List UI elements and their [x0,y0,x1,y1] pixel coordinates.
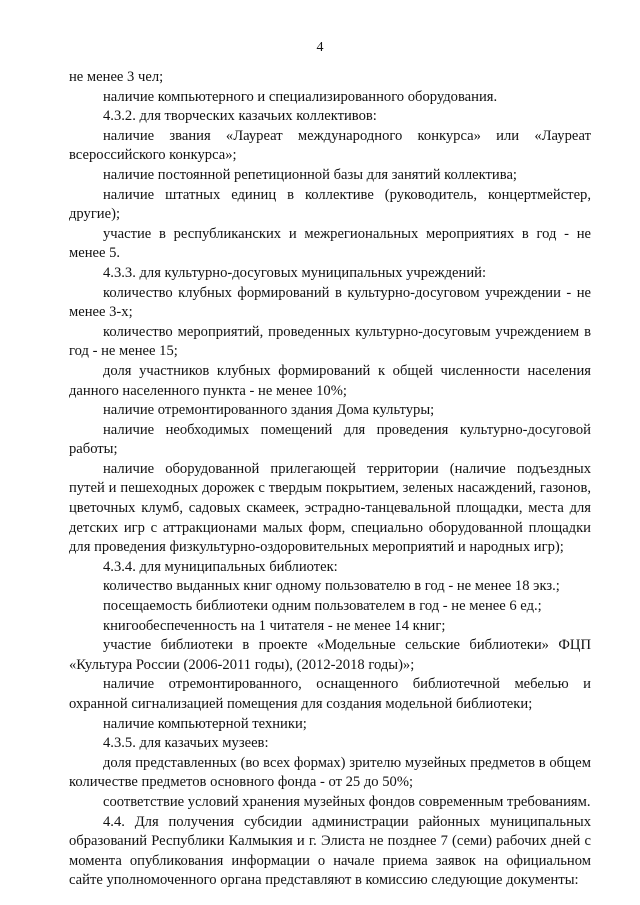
paragraph: количество клубных формирований в культурно-досуговом учреждении - не менее 3-х; [69,284,591,321]
paragraph: наличие оборудованной прилегающей территории (наличие подъездных путей и пешеходных дорожек с твердым покрытием, зеленых насаждений, газонов, цветочных клумб, садовых скамеек, эстрадно-танцевальной площадки, места для детских игр с аттракционами малых форм, специально оборудованной площадки для проведения физкультурно-оздоровительных мероприятий и народных игр); [69,460,591,556]
paragraph: наличие компьютерной техники; [103,715,307,732]
paragraph: 4.3.2. для творческих казачьих коллективов: [103,108,377,125]
paragraph: не менее 3 чел; [69,69,164,85]
paragraph: 4.3.3. для культурно-досуговых муниципальных учреждений: [103,264,487,281]
paragraph: наличие необходимых помещений для проведения культурно-досуговой работы; [69,421,591,458]
paragraph: наличие звания «Лауреат международного конкурса» или «Лауреат всероссийского конкурса»; [69,127,591,164]
paragraph: участие библиотеки в проекте «Модельные сельские библиотеки» ФЦП «Культура России (2006-2011 годы), (2012-2018 годы)»; [69,637,591,673]
paragraph: наличие отремонтированного здания Дома культуры; [103,402,435,419]
paragraph: соответствие условий хранения музейных фондов современным требованиям. [103,793,591,810]
paragraph: наличие штатных единиц в коллективе (руководитель, концертмейстер, другие); [69,186,591,223]
paragraph: количество мероприятий, проведенных культурно-досуговым учреждением в год - не менее 15; [69,323,591,360]
paragraph: посещаемость библиотеки одним пользователем в год - не менее 6 ед.; [103,598,542,615]
paragraph: участие в республиканских и межрегиональных мероприятиях в год - не менее 5. [69,225,591,262]
page-number: 4 [316,40,324,55]
paragraph: 4.3.4. для муниципальных библиотек: [103,558,338,575]
paragraph: наличие компьютерного и специализированного оборудования. [103,88,498,105]
paragraph: наличие постоянной репетиционной базы для занятий коллектива; [103,166,517,183]
paragraph: 4.3.5. для казачьих музеев: [103,735,269,752]
paragraph: наличие отремонтированного, оснащенного библиотечной мебелью и охранной сигнализацией помещения для создания модельной библиотеки; [69,676,591,712]
paragraph: 4.4. Для получения субсидии администрации районных муниципальных образований Республики Калмыкия и г. Элиста не позднее 7 (семи) рабочих дней с момента опубликования информации о начале приема заявок на официальном сайте уполномоченного органа представляют в комиссию следующие документы: [69,813,591,889]
paragraph: доля участников клубных формирований к общей численности населения данного населенного пункта - не менее 10%; [69,362,591,399]
paragraph: книгообеспеченность на 1 читателя - не менее 14 книг; [103,617,446,634]
document-body [69,68,591,891]
paragraph: количество выданных книг одному пользователю в год - не менее 18 экз.; [103,578,560,595]
paragraph: доля представленных (во всех формах) зрителю музейных предметов в общем количестве предметов основного фонда - от 25 до 50%; [69,754,591,791]
